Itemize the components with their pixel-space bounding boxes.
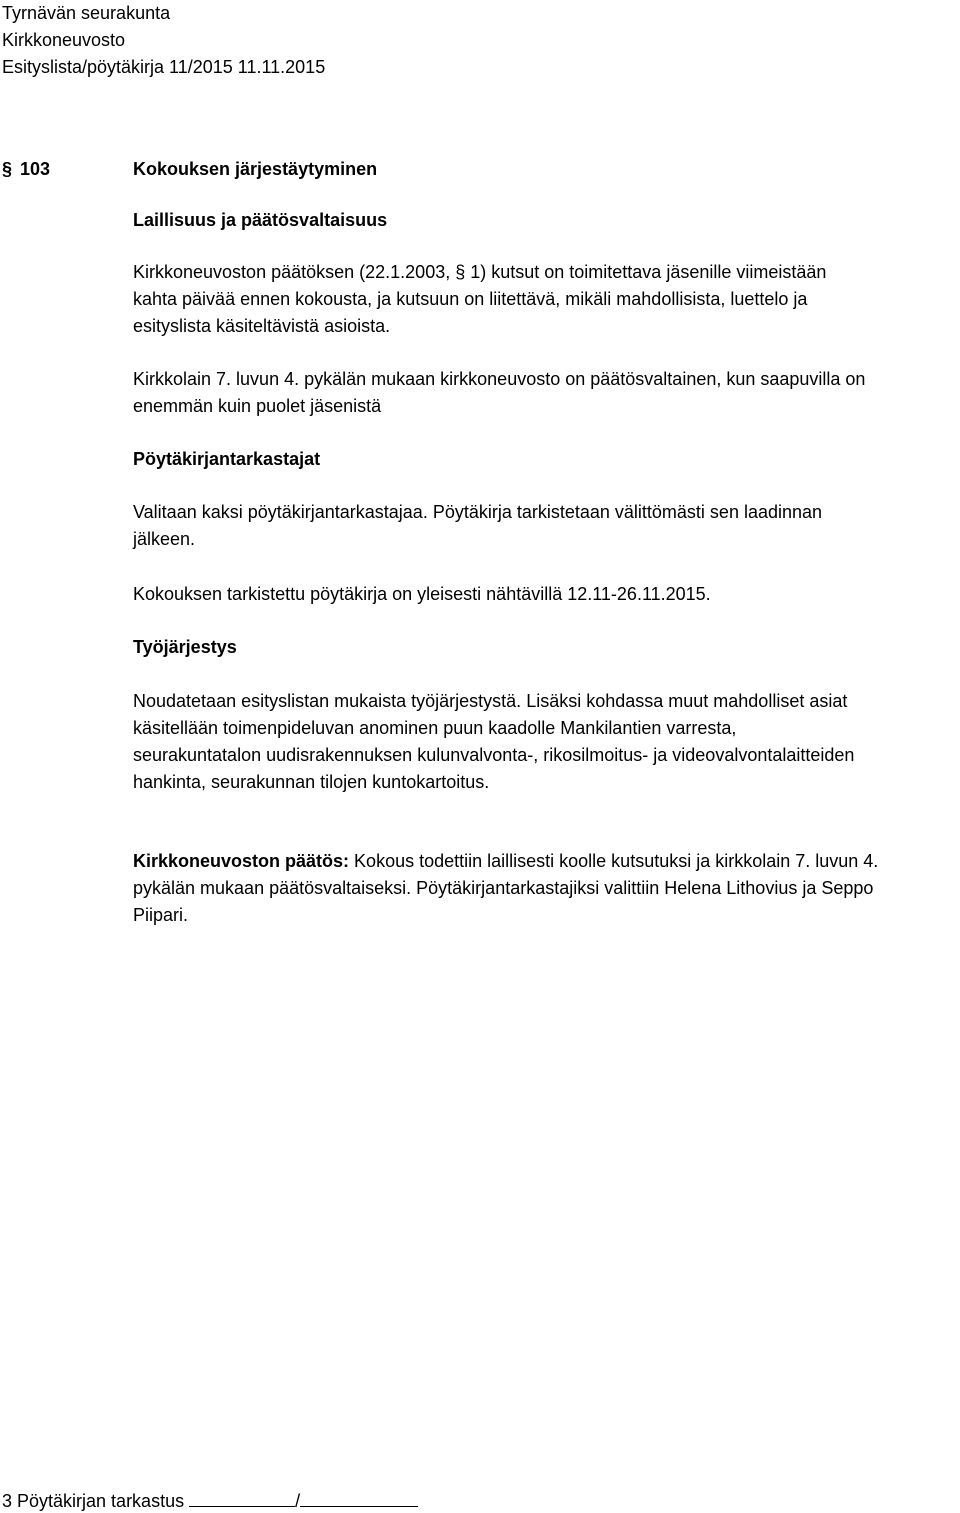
- agenda-para-line: käsitellään toimenpideluvan anominen puun kaadolle Mankilantien varresta,: [133, 718, 737, 738]
- legality-heading: Laillisuus ja päätösvaltaisuus: [133, 210, 388, 230]
- footer-separator: /: [295, 1491, 301, 1511]
- decision-line-2: pykälän mukaan päätösvaltaiseksi. Pöytäkirjantarkastajiksi valittiin Helena Lithovius ja Seppo: [133, 878, 874, 898]
- agenda-heading: Työjärjestys: [133, 637, 237, 657]
- signature-blank-1[interactable]: [189, 1486, 295, 1507]
- legality-para1-line: kahta päivää ennen kokousta, ja kutsuun on liitettävä, mikäli mahdollisista, luettelo ja: [133, 289, 808, 309]
- header-parish: Tyrnävän seurakunta: [2, 3, 171, 23]
- section-sign: §: [2, 159, 13, 179]
- legality-para2-line: Kirkkolain 7. luvun 4. pykälän mukaan kirkkoneuvosto on päätösvaltainen, kun saapuvilla on: [133, 369, 866, 389]
- reviewers-para2: Kokouksen tarkistettu pöytäkirja on yleisesti nähtävillä 12.11-26.11.2015.: [133, 584, 711, 604]
- reviewers-para1-line: jälkeen.: [133, 529, 196, 549]
- decision-text: Kokous todettiin laillisesti koolle kutsutuksi ja kirkkolain 7. luvun 4.: [349, 851, 879, 871]
- legality-para1-line: esityslista käsiteltävistä asioista.: [133, 316, 391, 336]
- legality-para1-line: Kirkkoneuvoston päätöksen (22.1.2003, § 1) kutsut on toimitettava jäsenille viimeistään: [133, 262, 827, 282]
- signature-blank-2[interactable]: [300, 1486, 418, 1507]
- decision-label: Kirkkoneuvoston päätös:: [133, 851, 350, 871]
- reviewers-para1-line: Valitaan kaksi pöytäkirjantarkastajaa. Pöytäkirja tarkistetaan välittömästi sen laadinnan: [133, 502, 823, 522]
- header-body: Kirkkoneuvosto: [2, 30, 126, 50]
- agenda-para-line: Noudatetaan esityslistan mukaista työjärjestystä. Lisäksi kohdassa muut mahdolliset asiat: [133, 691, 848, 711]
- footer-label: 3 Pöytäkirjan tarkastus: [2, 1491, 185, 1511]
- section-title: Kokouksen järjestäytyminen: [133, 159, 378, 179]
- footer-review: [2, 1486, 418, 1513]
- agenda-para-line: seurakuntatalon uudisrakennuksen kulunvalvonta-, rikosilmoitus- ja videovalvontalaitteiden: [133, 745, 855, 765]
- reviewers-heading: Pöytäkirjantarkastajat: [133, 449, 321, 469]
- section-number: 103: [20, 159, 51, 179]
- decision-line-1: [133, 848, 878, 875]
- decision-line-3: Piipari.: [133, 905, 189, 925]
- legality-para2-line: enemmän kuin puolet jäsenistä: [133, 396, 382, 416]
- header-document: Esityslista/pöytäkirja 11/2015 11.11.2015: [2, 57, 326, 77]
- agenda-para-line: hankinta, seurakunnan tilojen kuntokartoitus.: [133, 772, 490, 792]
